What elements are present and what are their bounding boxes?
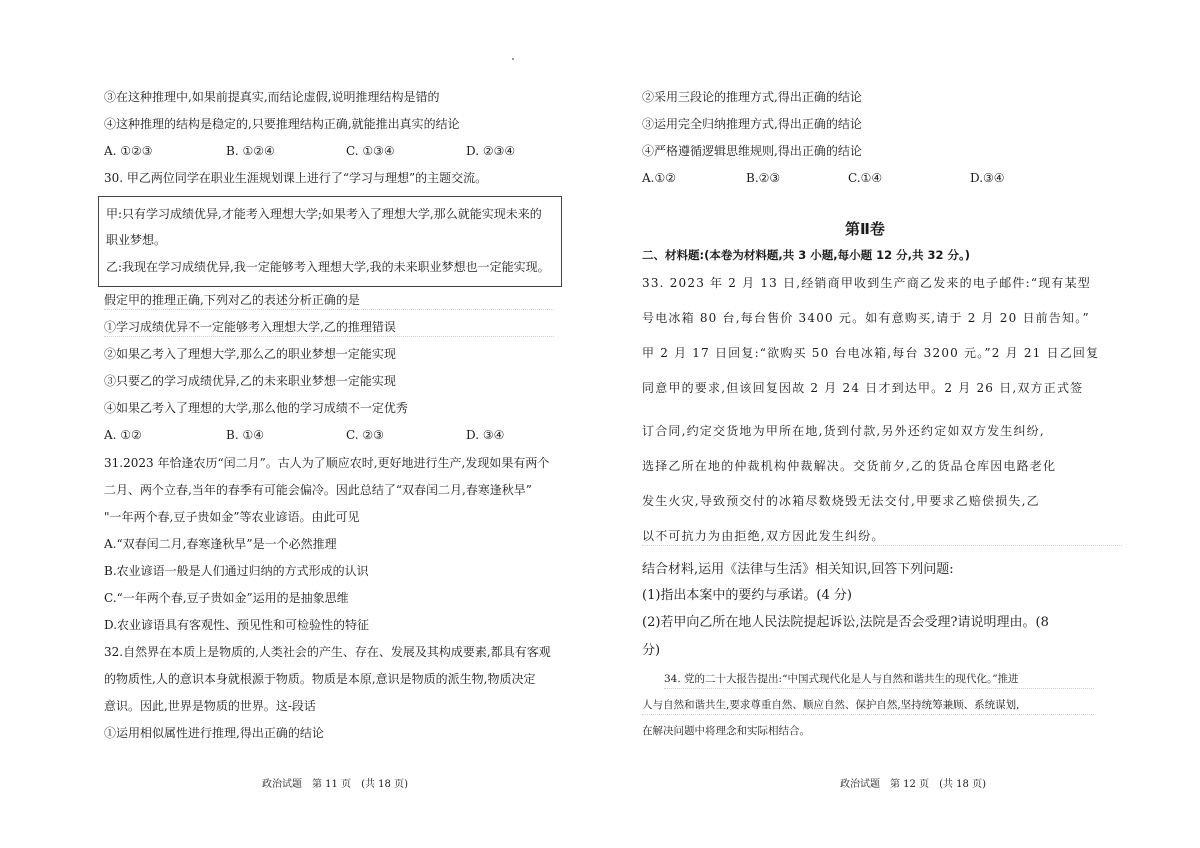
q30-prompt: 假定甲的推理正确,下列对乙的表述分析正确的是	[104, 291, 554, 310]
q31-line-2: 二月、两个立春,当年的春季有可能会偏冷。因此总结了“双春闰二月,春寒逢秋旱”	[104, 483, 532, 497]
q33-line-3: 甲 2 月 17 日回复:“欲购买 50 台电冰箱,每台 3200 元。”2 月 21 日乙回复	[642, 346, 1100, 360]
section-title: 第Ⅱ卷	[845, 220, 885, 238]
q33-line-7: 发生火灾,导致预交付的冰箱尽数烧毁无法交付,甲要求乙赔偿损失,乙	[642, 494, 1040, 508]
q33-prompt: 结合材料,运用《法律与生活》相关知识,回答下列问题:	[642, 562, 954, 577]
q31-option-b: B.农业谚语一般是人们通过归纳的方式形成的认识	[104, 564, 369, 578]
q32-option-d: D.③④	[970, 171, 1005, 185]
q32-line-3: 意识。因此,世界是物质的世界。这-段话	[104, 699, 316, 713]
q29-item-3: ③在这种推理中,如果前提真实,而结论虚假,说明推理结构是错的	[104, 90, 440, 104]
q33-line-4: 同意甲的要求,但该回复因故 2 月 24 日才到达甲。2 月 26 日,双方正式签	[642, 381, 1084, 395]
q33-line-1: 33. 2023 年 2 月 13 日,经销商甲收到生产商乙发来的电子邮件:“现有某型	[642, 276, 1092, 290]
q30-item-4: ④如果乙考入了理想的大学,那么他的学习成绩不一定优秀	[104, 401, 408, 415]
q33-sub-2: (2)若甲向乙所在地人民法院提起诉讼,法院是否会受理?请说明理由。(8	[642, 615, 1049, 630]
q32-line-2: 的物质性,人的意识本身就根源于物质。物质是本原,意识是物质的派生物,物质决定	[104, 672, 536, 686]
q31-option-c: C.“一年两个春,豆子贵如金”运用的是抽象思维	[104, 591, 349, 605]
q32-item-3: ③运用完全归纳推理方式,得出正确的结论	[642, 117, 862, 131]
q32-option-b: B.②③	[746, 171, 781, 185]
q29-option-d: D. ②③④	[466, 144, 516, 158]
q32-option-a: A.①②	[642, 171, 676, 185]
right-page	[600, 0, 1200, 848]
q30-box-line-3: 乙:我现在学习成绩优异,我一定能够考入理想大学,我的未来职业梦想也一定能实现。	[106, 260, 550, 274]
q30-stem: 30. 甲乙两位同学在职业生涯规划课上进行了“学习与理想”的主题交流。	[104, 171, 488, 185]
q33-line-5: 订合同,约定交货地为甲所在地,货到付款,另外还约定如双方发生纠纷,	[642, 424, 1045, 438]
q34-line-1: 34. 党的二十大报告提出:“中国式现代化是人与自然和谐共生的现代化。”推进	[664, 670, 1094, 689]
q30-item-3: ③只要乙的学习成绩优异,乙的未来职业梦想一定能实现	[104, 374, 396, 388]
q30-item-2: ②如果乙考入了理想大学,那么乙的职业梦想一定能实现	[104, 347, 396, 361]
q30-item-1: ①学习成绩优异不一定能够考入理想大学,乙的推理错误	[104, 318, 554, 337]
q34-line-3: 在解决问题中将理念和实际相结合。	[642, 725, 810, 737]
q33-line-2: 号电冰箱 80 台,每台售价 3400 元。如有意购买,请于 2 月 20 日前告知。”	[642, 311, 1090, 325]
q30-box-line-2: 职业梦想。	[106, 233, 167, 247]
q30-option-b: B. ①④	[226, 428, 264, 442]
q31-line-1: 31.2023 年恰逢农历“闰二月”。古人为了顺应农时,更好地进行生产,发现如果有两个	[104, 456, 550, 470]
q32-item-4: ④严格遵循逻辑思维规则,得出正确的结论	[642, 144, 862, 158]
q30-box-line-1: 甲:只有学习成绩优异,才能考入理想大学;如果考入了理想大学,那么就能实现未来的	[106, 207, 542, 221]
section-subtitle: 二、材料题:(本卷为材料题,共 3 小题,每小题 12 分,共 32 分。)	[642, 248, 970, 262]
q33-sub-1: (1)指出本案中的要约与承诺。(4 分)	[642, 588, 852, 603]
right-page-footer: 政治试题 第 12 页 (共 18 页)	[840, 779, 986, 790]
q29-item-4: ④这种推理的结构是稳定的,只要推理结构正确,就能推出真实的结论	[104, 117, 460, 131]
q29-option-a: A. ①②③	[104, 144, 153, 158]
q33-line-6: 选择乙所在地的仲裁机构仲裁解决。交货前夕,乙的货品仓库因电路老化	[642, 459, 1057, 473]
q33-sub-2-cont: 分)	[642, 643, 661, 658]
q32-option-c: C.①④	[848, 171, 883, 185]
q34-line-2: 人与自然和谐共生,要求尊重自然、顺应自然、保护自然,坚持统筹兼顾、系统谋划,	[642, 696, 1094, 715]
q30-option-a: A. ①②	[104, 428, 142, 442]
q32-item-1: ①运用相似属性进行推理,得出正确的结论	[104, 726, 324, 740]
q31-option-d: D.农业谚语具有客观性、预见性和可检验性的特征	[104, 618, 370, 632]
q31-option-a: A.“双春闰二月,春寒逢秋旱”是一个必然推理	[104, 537, 337, 551]
left-page-footer: 政治试题 第 11 页 (共 18 页)	[262, 779, 408, 790]
q32-line-1: 32.自然界在本质上是物质的,人类社会的产生、存在、发展及其构成要素,都具有客观	[104, 645, 551, 659]
q32-item-2: ②采用三段论的推理方式,得出正确的结论	[642, 90, 862, 104]
q29-option-c: C. ①③④	[346, 144, 395, 158]
q30-option-c: C. ②③	[346, 428, 384, 442]
q31-line-3: "一年两个春,豆子贵如金”等农业谚语。由此可见	[104, 510, 360, 524]
q29-option-b: B. ①②④	[226, 144, 275, 158]
q30-option-d: D. ③④	[466, 428, 505, 442]
q33-line-8: 以不可抗力为由拒绝,双方因此发生纠纷。	[642, 527, 1122, 546]
